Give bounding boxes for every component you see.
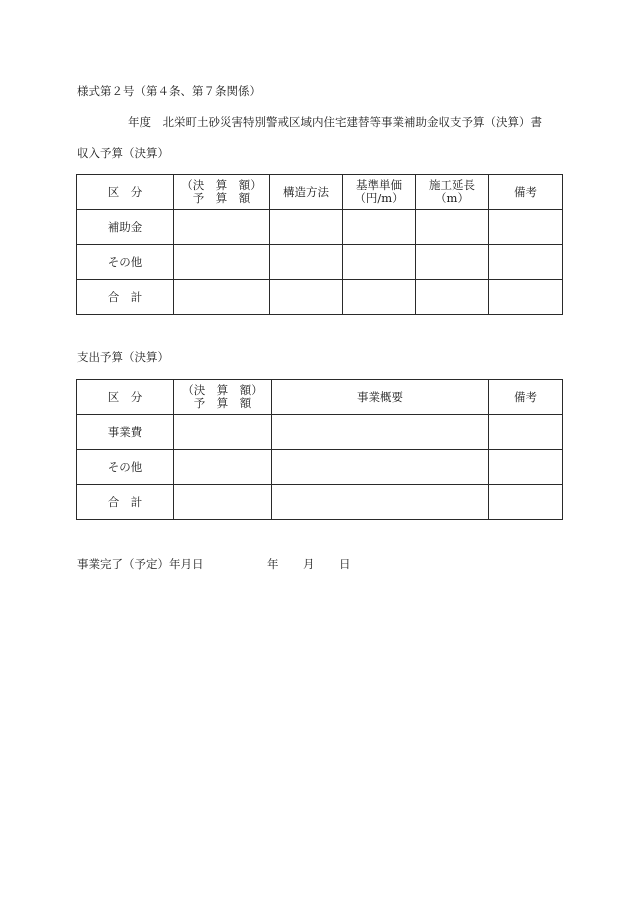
cell-summary[interactable]	[272, 415, 489, 450]
cell-remarks[interactable]	[489, 245, 563, 280]
income-section-heading: 収入予算（決算）	[77, 146, 169, 160]
header-remarks: 備考	[489, 380, 563, 415]
table-row	[77, 245, 563, 280]
header-remarks: 備考	[489, 175, 563, 210]
header-category: 区 分	[77, 380, 174, 415]
cell-remarks[interactable]	[489, 485, 563, 520]
row-label: 事業費	[77, 415, 174, 450]
cell-amount[interactable]	[174, 450, 272, 485]
header-amount-settled: （決 算 額）	[181, 178, 262, 192]
cell-method[interactable]	[270, 245, 343, 280]
table-row	[77, 415, 563, 450]
table-row	[77, 485, 563, 520]
cell-amount[interactable]	[174, 280, 270, 315]
cell-remarks[interactable]	[489, 415, 563, 450]
row-label: その他	[77, 450, 174, 485]
cell-length[interactable]	[416, 280, 489, 315]
cell-unit-price[interactable]	[343, 245, 416, 280]
form-number: 様式第２号（第４条、第７条関係）	[77, 84, 261, 98]
cell-remarks[interactable]	[489, 210, 563, 245]
cell-amount[interactable]	[174, 415, 272, 450]
row-label: 補助金	[77, 210, 174, 245]
cell-unit-price[interactable]	[343, 280, 416, 315]
completion-month: 月	[303, 557, 315, 571]
expense-section-heading: 支出予算（決算）	[77, 350, 169, 364]
table-header-row	[77, 175, 563, 210]
cell-length[interactable]	[416, 210, 489, 245]
table-row	[77, 450, 563, 485]
table-row	[77, 280, 563, 315]
completion-day: 日	[339, 557, 351, 571]
row-label: その他	[77, 245, 174, 280]
header-length-label: 施工延長	[429, 178, 475, 192]
cell-length[interactable]	[416, 245, 489, 280]
cell-remarks[interactable]	[489, 450, 563, 485]
header-unit-price-unit: （円/m）	[354, 191, 404, 205]
header-amount-settled: （決 算 額）	[182, 383, 263, 397]
income-table	[76, 174, 563, 315]
completion-date-label: 事業完了（予定）年月日	[77, 557, 204, 571]
cell-remarks[interactable]	[489, 280, 563, 315]
header-length	[416, 175, 489, 210]
header-category: 区 分	[77, 175, 174, 210]
header-length-unit: （m）	[435, 191, 469, 205]
header-unit-price	[343, 175, 416, 210]
completion-date-row	[77, 556, 351, 572]
table-row	[77, 210, 563, 245]
cell-summary[interactable]	[272, 485, 489, 520]
header-summary: 事業概要	[272, 380, 489, 415]
header-unit-price-label: 基準単価	[356, 178, 402, 192]
cell-amount[interactable]	[174, 245, 270, 280]
cell-method[interactable]	[270, 210, 343, 245]
cell-method[interactable]	[270, 280, 343, 315]
header-amount-budget: 予 算 額	[193, 396, 252, 410]
cell-summary[interactable]	[272, 450, 489, 485]
row-label: 合 計	[77, 485, 174, 520]
document-title: 年度 北栄町土砂災害特別警戒区域内住宅建替等事業補助金収支予算（決算）書	[128, 115, 542, 129]
header-method: 構造方法	[270, 175, 343, 210]
header-amount	[174, 175, 270, 210]
header-amount-budget: 予 算 額	[192, 191, 251, 205]
header-amount	[174, 380, 272, 415]
cell-amount[interactable]	[174, 210, 270, 245]
completion-year: 年	[267, 557, 279, 571]
expense-table	[76, 379, 563, 520]
table-header-row	[77, 380, 563, 415]
cell-unit-price[interactable]	[343, 210, 416, 245]
row-label: 合 計	[77, 280, 174, 315]
cell-amount[interactable]	[174, 485, 272, 520]
